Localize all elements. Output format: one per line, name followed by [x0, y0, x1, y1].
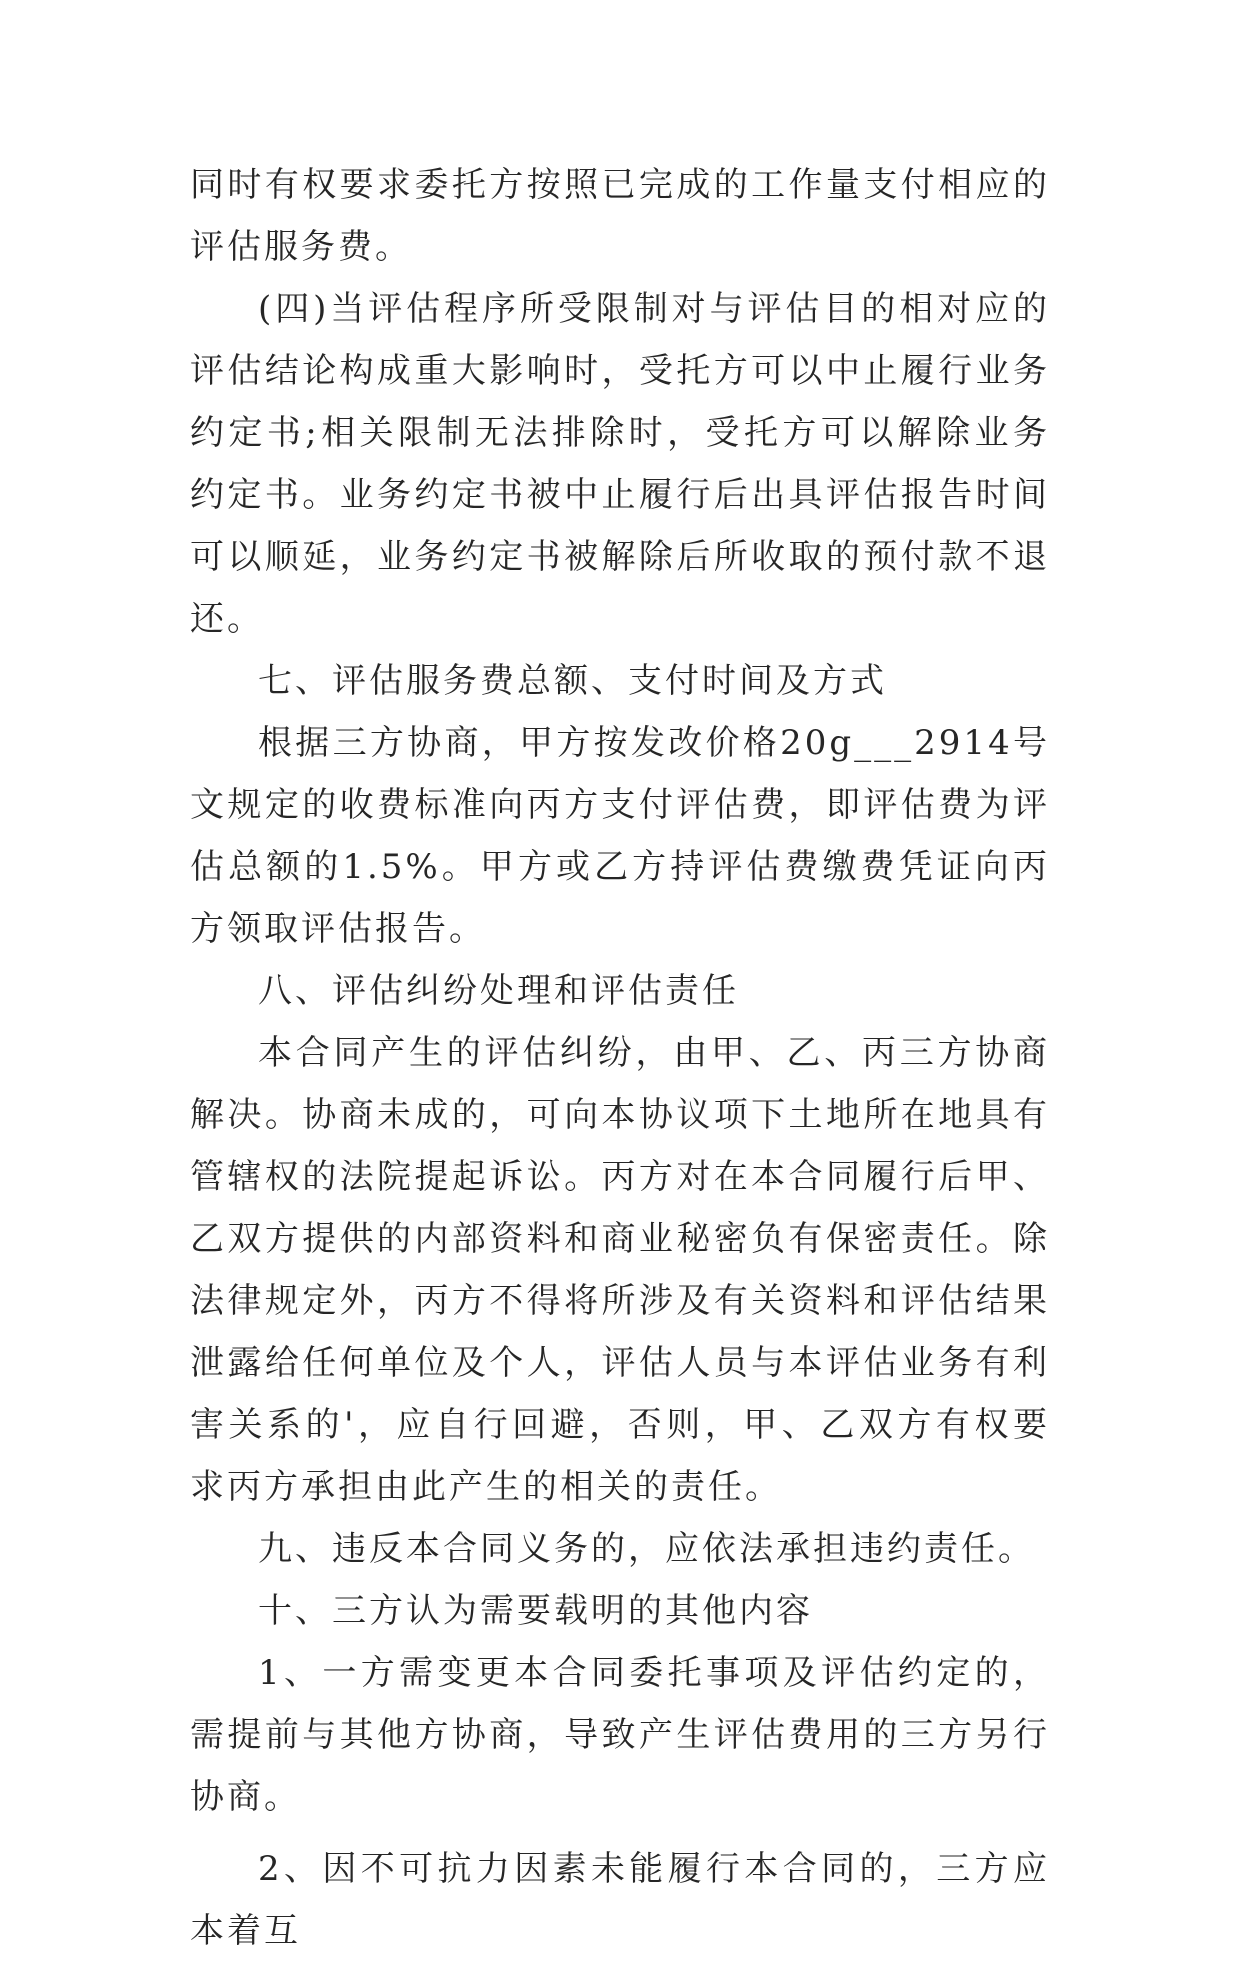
section-heading-seven: 七、评估服务费总额、支付时间及方式 — [258, 661, 887, 701]
paragraph-clause-four: (四)当评估程序所受限制对与评估目的相对应的评估结论构成重大影响时，受托方可以中止履行业务约定书;相关限制无法排除时，受托方可以解除业务约定书。业务约定书被中止履行后出具评估报告时间可以顺延，业务约定书被解除后所收取的预付款不退还。 — [190, 289, 1050, 639]
section-heading-ten: 十、三方认为需要载明的其他内容 — [258, 1591, 813, 1631]
section-heading-nine: 九、违反本合同义务的，应依法承担违约责任。 — [258, 1529, 1035, 1569]
paragraph-item-two: 2、因不可抗力因素未能履行本合同的，三方应本着互 — [190, 1849, 1050, 1951]
section-heading-eight: 八、评估纠纷处理和评估责任 — [258, 971, 739, 1011]
paragraph-fee-terms: 根据三方协商，甲方按发改价格20g___2914号文规定的收费标准向丙方支付评估费，即评估费为评估总额的1.5%。甲方或乙方持评估费缴费凭证向丙方领取评估报告。 — [190, 723, 1050, 949]
document-body — [190, 154, 1050, 1962]
paragraph-item-one: 1、一方需变更本合同委托事项及评估约定的，需提前与其他方协商，导致产生评估费用的三方另行协商。 — [190, 1653, 1050, 1817]
paragraph-continuation: 同时有权要求委托方按照已完成的工作量支付相应的评估服务费。 — [190, 165, 1050, 267]
paragraph-dispute-terms: 本合同产生的评估纠纷，由甲、乙、丙三方协商解决。协商未成的，可向本协议项下土地所在地具有管辖权的法院提起诉讼。丙方对在本合同履行后甲、乙双方提供的内部资料和商业秘密负有保密责任。除法律规定外，丙方不得将所涉及有关资料和评估结果泄露给任何单位及个人，评估人员与本评估业务有利害关系的'，应自行回避，否则，甲、乙双方有权要求丙方承担由此产生的相关的责任。 — [190, 1033, 1050, 1507]
